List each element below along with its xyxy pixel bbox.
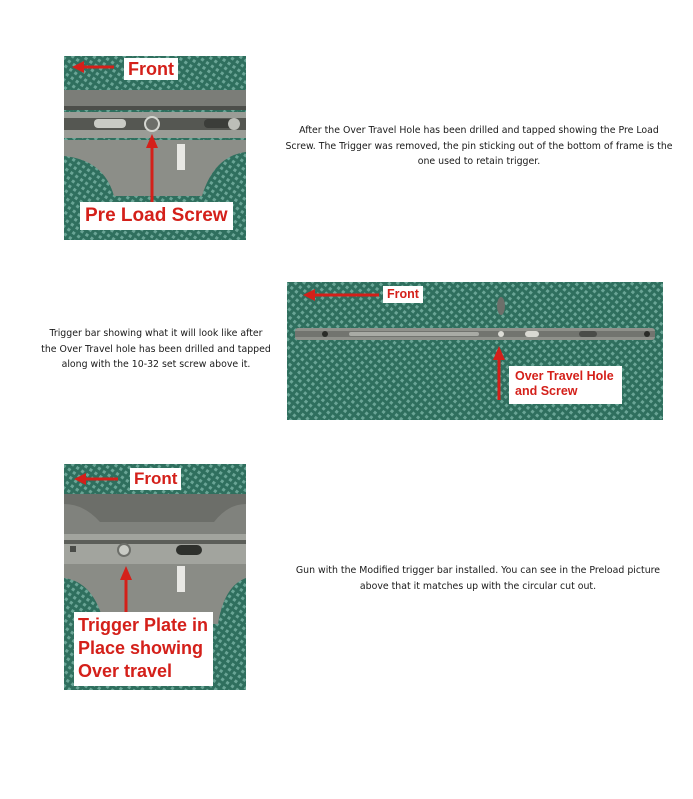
callout-line: Over travel xyxy=(78,661,173,681)
callout-line: Trigger Plate in xyxy=(78,615,209,635)
caption-trigger-bar xyxy=(36,326,276,373)
photo-pre-load-screw xyxy=(64,56,246,240)
caption-line: along with the 10-32 set screw above it. xyxy=(61,359,251,370)
caption-line: After the Over Travel Hole has been drilled and tapped showing the Pre Load xyxy=(299,125,659,136)
caption-line: the Over Travel hole has been drilled and tapped xyxy=(41,343,271,355)
callout-line: Over Travel Hole xyxy=(515,369,614,383)
over-travel-hole-label xyxy=(509,366,622,404)
photo-trigger-plate xyxy=(64,464,246,690)
callout-line: and Screw xyxy=(515,384,578,398)
caption-line: Trigger bar showing what it will look like after xyxy=(49,328,263,339)
caption-line: Gun with the Modified trigger bar installed. You can see in the Preload picture xyxy=(295,565,661,576)
caption-pre-load xyxy=(275,123,683,170)
caption-line: above that it matches up with the circular cut out. xyxy=(359,580,597,592)
front-label: Front xyxy=(130,468,181,490)
pre-load-screw-label: Pre Load Screw xyxy=(80,202,233,230)
front-label: Front xyxy=(383,286,423,303)
callout-line: Place showing xyxy=(78,638,204,658)
caption-modified-bar xyxy=(275,563,681,594)
photo-trigger-bar xyxy=(287,282,663,420)
trigger-plate-label xyxy=(74,612,213,686)
caption-line: Screw. The Trigger was removed, the pin sticking out of the bottom of frame is the xyxy=(285,140,673,152)
caption-line: one used to retain trigger. xyxy=(417,156,541,167)
front-label: Front xyxy=(124,58,178,80)
